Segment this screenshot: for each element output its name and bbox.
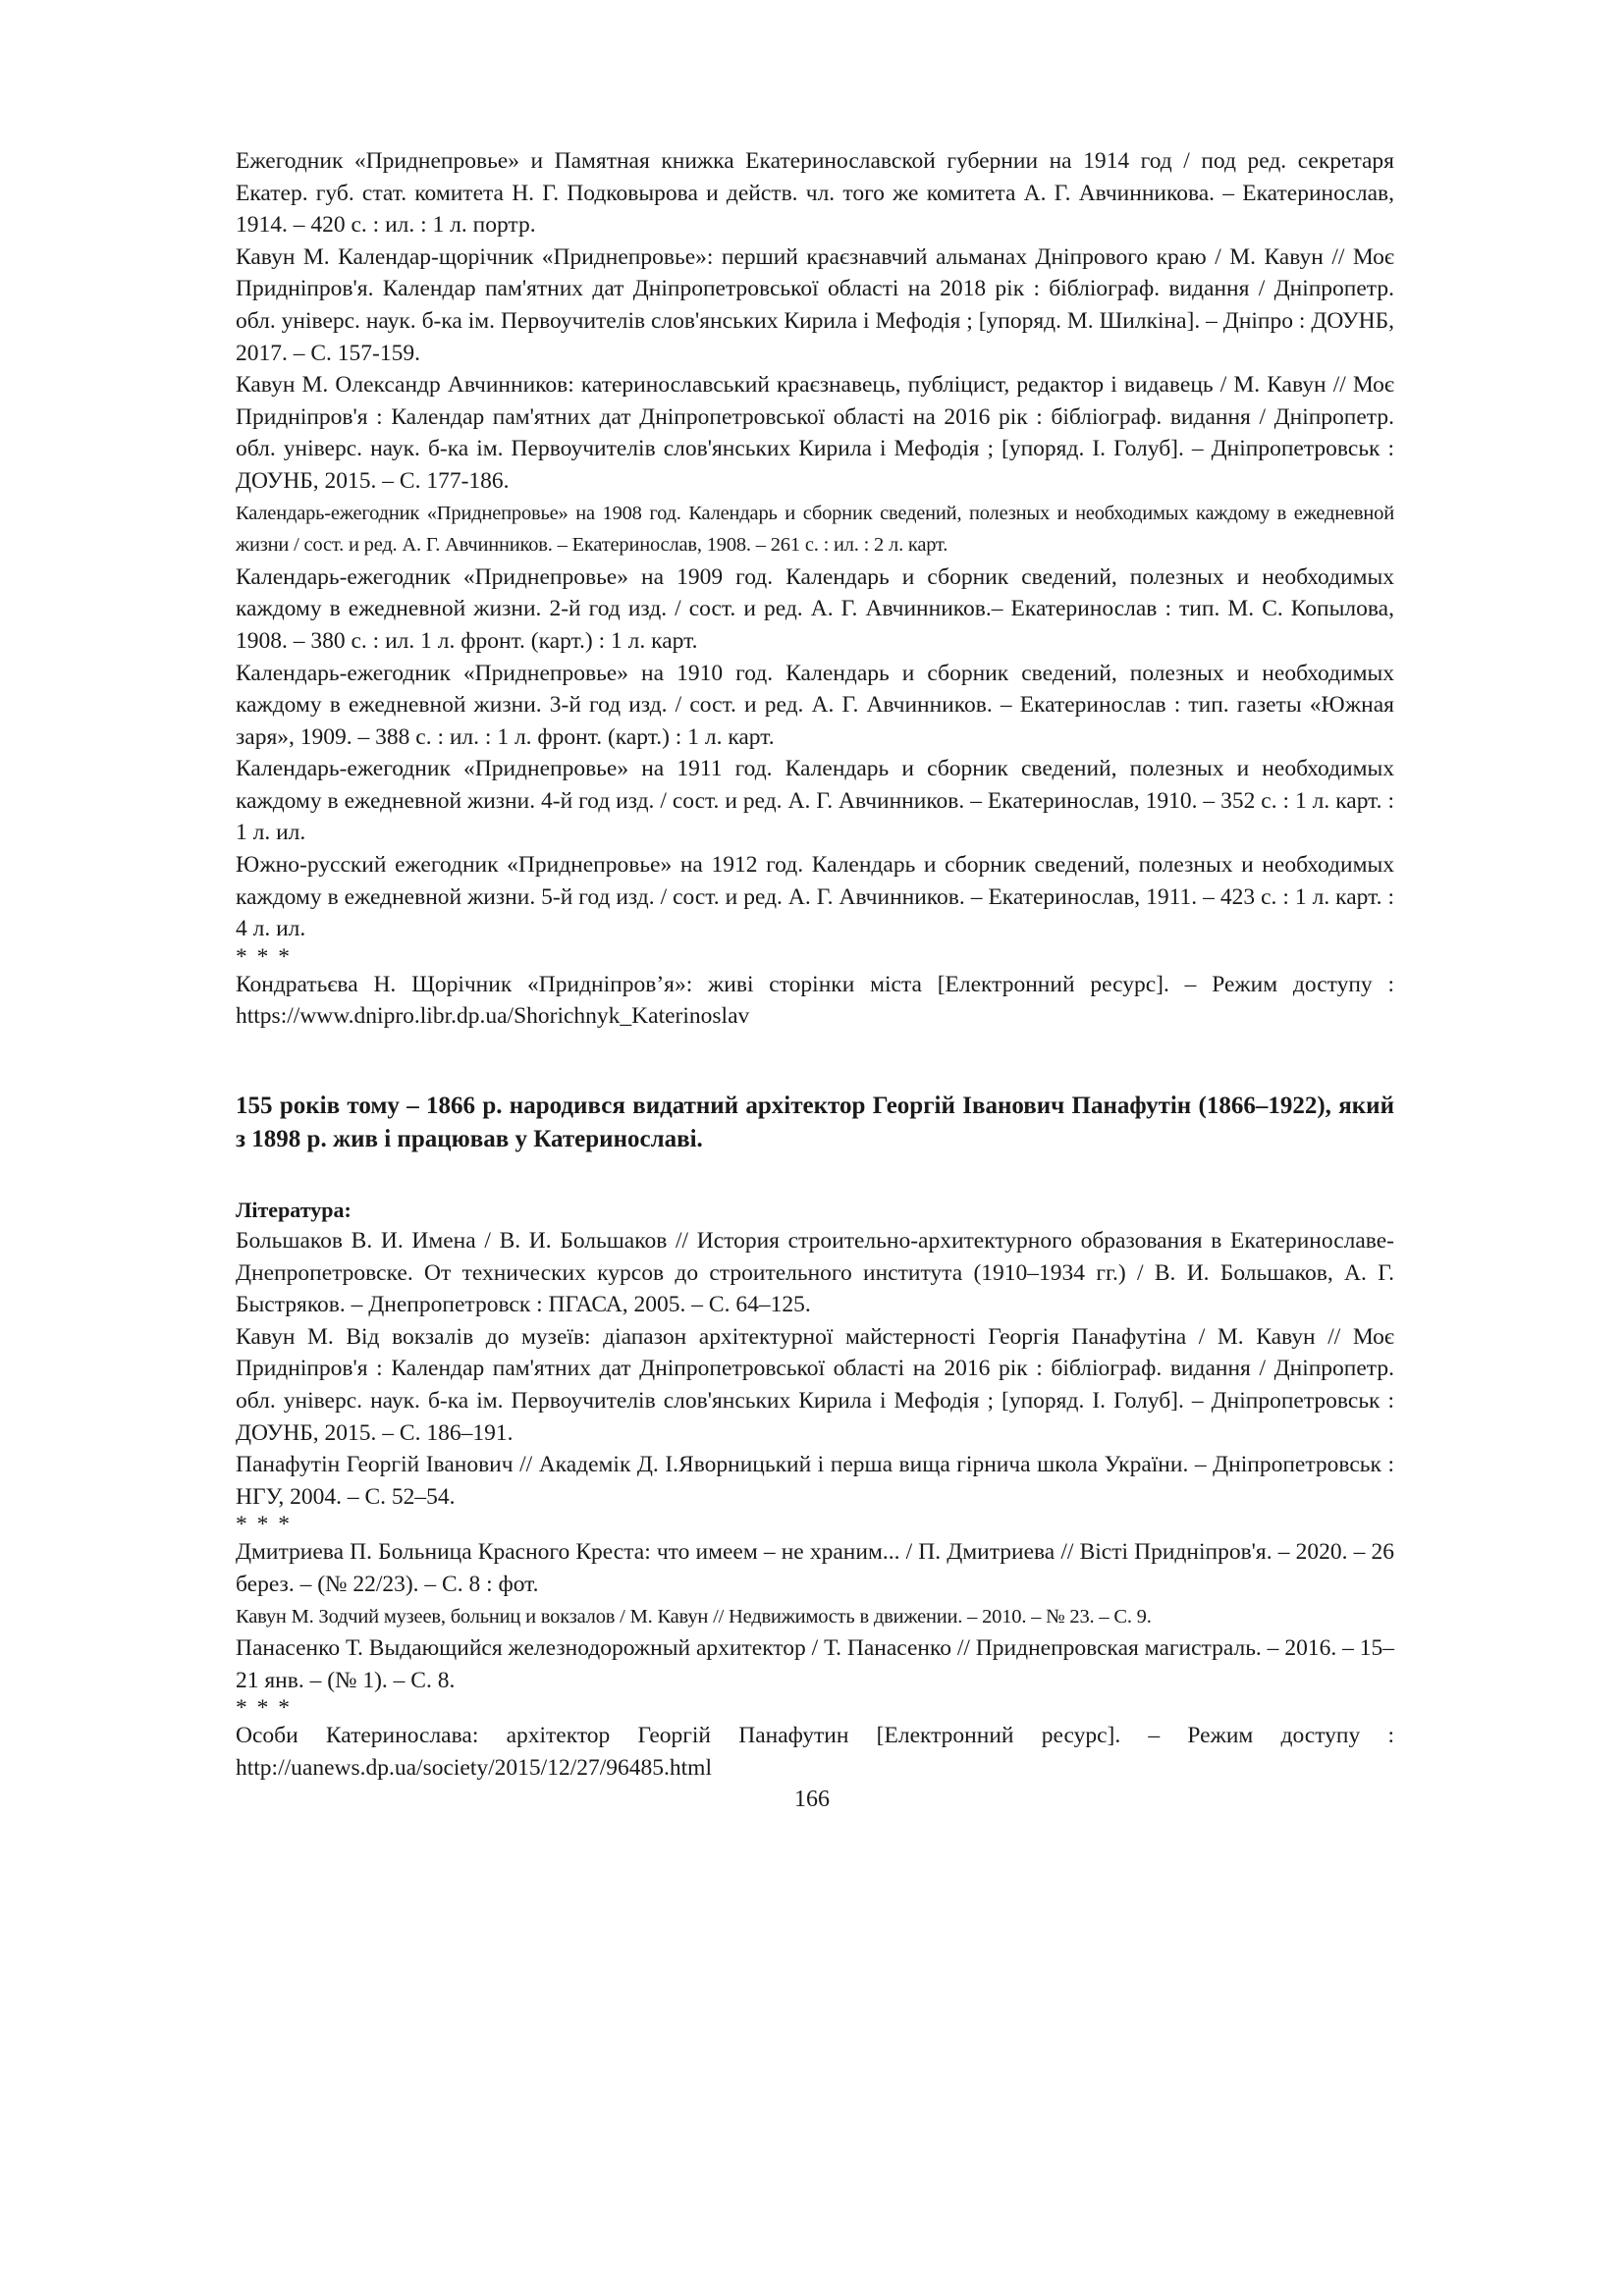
bibliography-entry: Кавун М. Олександр Авчинников: катеринославський краєзнавець, публіцист, редактор і видавець / М. Кавун // Моє Придніпров'я : Календар пам'ятних дат Дніпропетровської області на 2016 рік : бібліограф. видання / Дніпропетр. обл. універс. наук. б-ка ім. Первоучителів слов'янських Кирила і Мефодія ; [упоряд. І. Голуб]. – Дніпропетровськ : ДОУНБ, 2015. – С. 177-186. [236,372,1394,494]
bibliography-entry: Панафутін Георгій Іванович // Академік Д. І.Яворницький і перша вища гірнича школа України. – Дніпропетровськ : НГУ, 2004. – С. 52–54. [236,1452,1394,1510]
section-panafutin-bibliography [236,1225,1394,1785]
bibliography-entry: Календарь-ежегодник «Приднепровье» на 1909 год. Календарь и сборник сведений, полезных и необходимых каждому в ежедневной жизни. 2-й год изд. / сост. и ред. А. Г. Авчинников.– Екатеринослав : тип. М. С. Копылова, 1908. – 380 с. : ил. 1 л. фронт. (карт.) : 1 л. карт. [236,563,1394,654]
document-page [236,145,1394,1785]
anniversary-heading: 155 років тому – 1866 р. народився видатний архітектор Георгій Іванович Панафутін (1866–1922), який з 1898 р. жив і працював у Катеринославі. [236,1093,1394,1153]
page-number: 166 [794,1787,830,1812]
online-resource-entry: Кондратьєва Н. Щорічник «Придніпров’я»: живі сторінки міста [Електронний ресурс]. – Режим доступу : https://www.dnipro.libr.dp.ua/Shorichnyk_Katerinoslav [236,971,1394,1030]
section-separator: * * * [236,943,292,970]
online-resource-entry: Особи Катеринослава: архітектор Георгій Панафутин [Електронний ресурс]. – Режим доступу : http://uanews.dp.ua/society/2015/12/27/96485.html [236,1723,1394,1781]
bibliography-entry: Ежегодник «Приднепровье» и Памятная книжка Екатеринославской губернии на 1914 год / под ред. секретаря Екатер. губ. стат. комитета Н. Г. Подковырова и действ. чл. того же комитета А. Г. Авчинникова. – Екатеринослав, 1914. – 420 с. : ил. : 1 л. портр. [236,148,1394,239]
literature-label: Література: [236,1198,352,1223]
bibliography-entry: Панасенко Т. Выдающийся железнодорожный архитектор / Т. Панасенко // Приднепровская магистраль. – 2016. – 15–21 янв. – (№ 1). – С. 8. [236,1635,1394,1693]
bibliography-entry: Календарь-ежегодник «Приднепровье» на 1910 год. Календарь и сборник сведений, полезных и необходимых каждому в ежедневной жизни. 3-й год изд. / сост. и ред. А. Г. Авчинников. – Екатеринослав : тип. газеты «Южная заря», 1909. – 388 с. : ил. : 1 л. фронт. (карт.) : 1 л. карт. [236,660,1394,750]
bibliography-entry: Календарь-ежегодник «Приднепровье» на 1908 год. Календарь и сборник сведений, полезных и необходимых каждому в ежедневной жизни / сост. и ред. А. Г. Авчинников. – Екатеринослав, 1908. – 261 с. : ил. : 2 л. карт. [236,502,1394,557]
bibliography-entry: Кавун М. Зодчий музеев, больниц и вокзалов / М. Кавун // Недвижимость в движении. – 2010. – № 23. – С. 9. [236,1605,1152,1628]
bibliography-entry: Календарь-ежегодник «Приднепровье» на 1911 год. Календарь и сборник сведений, полезных и необходимых каждому в ежедневной жизни. 4-й год изд. / сост. и ред. А. Г. Авчинников. – Екатеринослав, 1910. – 352 с. : 1 л. карт. : 1 л. ил. [236,756,1394,846]
section-priddneprovie-bibliography [236,145,1394,1033]
bibliography-entry: Большаков В. И. Имена / В. И. Большаков // История строительно-архитектурного образования в Екатеринославе-Днепропетровске. От технических курсов до строительного института (1910–1934 гг.) / В. И. Большаков, А. Г. Быстряков. – Днепропетровск : ПГАСА, 2005. – С. 64–125. [236,1228,1394,1318]
bibliography-entry: Кавун М. Від вокзалів до музеїв: діапазон архітектурної майстерності Георгія Панафутіна / М. Кавун // Моє Придніпров'я : Календар пам'ятних дат Дніпропетровської області на 2016 рік : бібліограф. видання / Дніпропетр. обл. універс. наук. б-ка ім. Первоучителів слов'янських Кирила і Мефодія ; [упоряд. І. Голуб]. – Дніпропетровськ : ДОУНБ, 2015. – С. 186–191. [236,1323,1394,1446]
bibliography-entry: Южно-русский ежегодник «Приднепровье» на 1912 год. Календарь и сборник сведений, полезных и необходимых каждому в ежедневной жизни. 5-й год изд. / сост. и ред. А. Г. Авчинников. – Екатеринослав, 1911. – 423 с. : 1 л. карт. : 4 л. ил. [236,852,1394,942]
section-separator: * * * [236,1512,292,1538]
section-separator: * * * [236,1695,292,1722]
bibliography-entry: Кавун М. Календар-щорічник «Приднепровье»: перший краєзнавчий альманах Дніпрового краю / М. Кавун // Моє Придніпров'я. Календар пам'ятних дат Дніпропетровської області на 2018 рік : бібліограф. видання / Дніпропетр. обл. універс. наук. б-ка ім. Первоучителів слов'янських Кирила і Мефодія ; [упоряд. М. Шилкіна]. – Дніпро : ДОУНБ, 2017. – С. 157-159. [236,243,1394,366]
bibliography-entry: Дмитриева П. Больница Красного Креста: что имеем – не храним... / П. Дмитриева // Вісті Придніпров'я. – 2020. – 26 берез. – (№ 22/23). – С. 8 : фот. [236,1539,1394,1597]
